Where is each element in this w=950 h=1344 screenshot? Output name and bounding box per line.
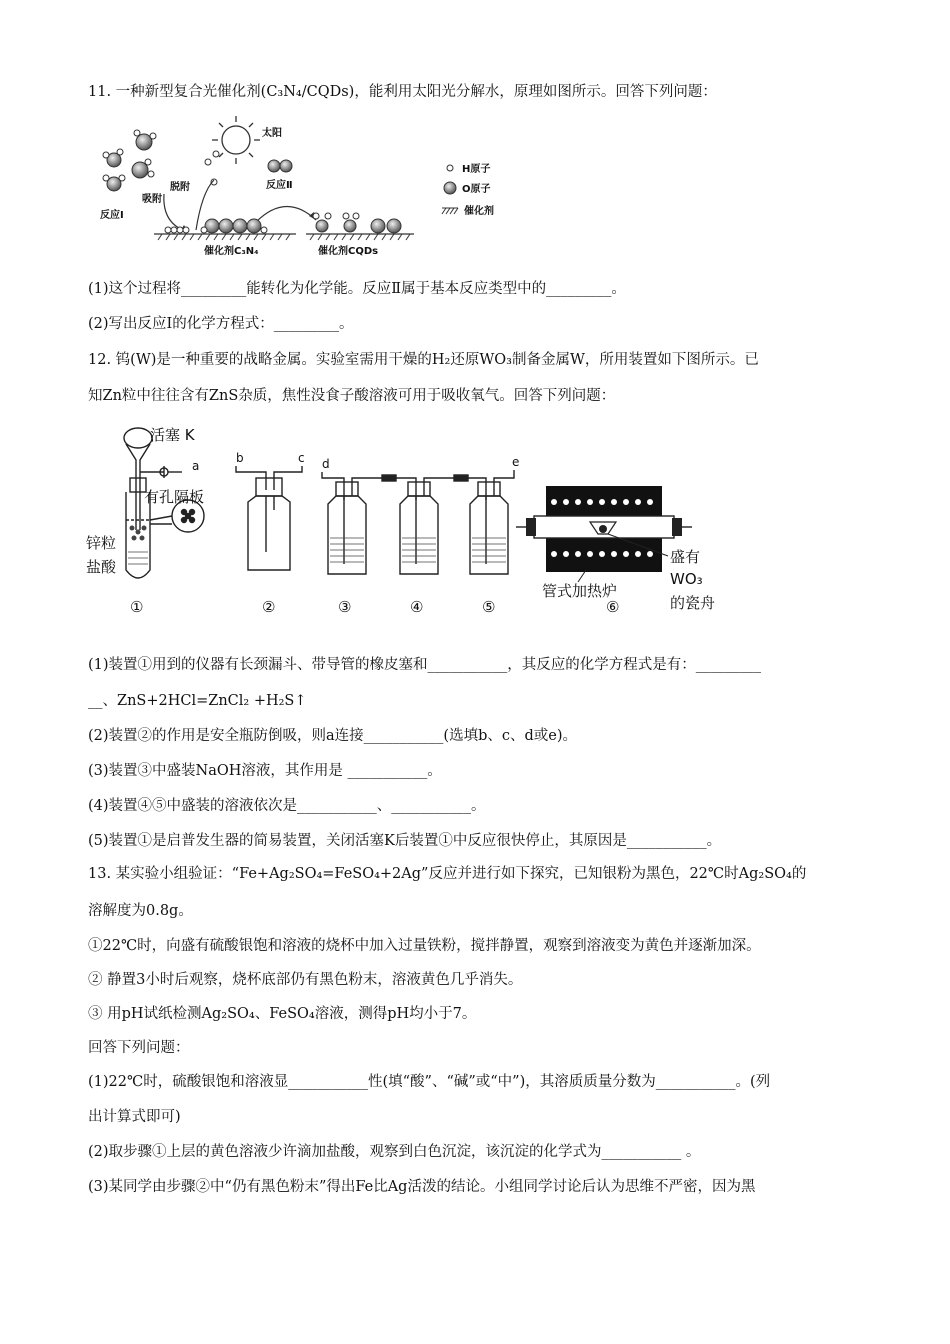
catalyst-cqds-surface-icon xyxy=(306,213,414,240)
desorb-label: 脱附 xyxy=(170,182,190,193)
q13-intro-line1: 13. 某实验小组验证：“Fe+Ag₂SO₄=FeSO₄+2Ag”反应并进行如下探究，已知银粉为黑色，22℃时Ag₂SO₄的 xyxy=(88,866,807,882)
q12-question-4: (4)装置④⑤中盛装的溶液依次是___________、___________。 xyxy=(88,798,486,814)
q13-prompt: 回答下列问题： xyxy=(88,1040,190,1056)
q13-step-2: ② 静置3小时后观察，烧杯底部仍有黑色粉末，溶液黄色几乎消失。 xyxy=(88,972,523,988)
q11-question-1: (1)这个过程将_________能转化为化学能。反应Ⅱ属于基本反应类型中的_________。 xyxy=(88,281,626,297)
apparatus-2-number: ② xyxy=(262,598,276,616)
apparatus-2-safety-bottle-icon xyxy=(236,466,302,570)
label-a: a xyxy=(192,459,200,473)
q13-step-1: ①22℃时，向盛有硫酸银饱和溶液的烧杯中加入过量铁粉，搅拌静置，观察到溶液变为黄色并逐渐加深。 xyxy=(88,938,761,954)
valve-k-label: 活塞 K xyxy=(150,426,195,444)
apparatus-3-wash-bottle-icon xyxy=(322,472,396,574)
q12-intro-line2: 知Zn粒中往往含有ZnS杂质，焦性没食子酸溶液可用于吸收氧气。回答下列问题： xyxy=(88,388,616,404)
sun-icon xyxy=(212,116,260,164)
apparatus-4-number: ④ xyxy=(410,598,424,616)
perforated-plate-label: 有孔隔板 xyxy=(144,488,205,506)
acid-label: 盐酸 xyxy=(86,558,117,576)
q13-step-3: ③ 用pH试纸检测Ag₂SO₄、FeSO₄溶液，测得pH均小于7。 xyxy=(88,1006,477,1022)
apparatus-5-number: ⑤ xyxy=(482,598,496,616)
q11-photocatalysis-figure xyxy=(96,112,496,262)
apparatus-3-number: ③ xyxy=(338,598,352,616)
apparatus-4-wash-bottle-icon xyxy=(396,475,468,574)
water-molecules-icon xyxy=(103,130,219,191)
q11-intro: 11. 一种新型复合光催化剂(C₃N₄/CQDs)，能利用太阳光分解水，原理如图所示。回答下列问题： xyxy=(88,84,717,100)
q12-question-1-line1: (1)装置①用到的仪器有长颈漏斗、带导管的橡皮塞和___________，其反应的化学方程式是有：_________ xyxy=(88,657,762,673)
legend xyxy=(442,162,494,217)
wo3-label-3: 的瓷舟 xyxy=(670,594,716,612)
label-e: e xyxy=(512,455,520,469)
apparatus-6-number: ⑥ xyxy=(606,598,620,616)
legend-o-label: O原子 xyxy=(462,184,491,195)
label-c: c xyxy=(298,451,305,465)
q11-question-2: (2)写出反应Ⅰ的化学方程式：_________。 xyxy=(88,316,354,332)
q12-question-5: (5)装置①是启普发生器的简易装置，关闭活塞K后装置①中反应很快停止，其原因是___________。 xyxy=(88,833,722,849)
apparatus-1-number: ① xyxy=(130,598,144,616)
wo3-label-2: WO₃ xyxy=(670,570,703,588)
catalyst2-label: 催化剂CQDs xyxy=(318,246,379,257)
label-d: d xyxy=(322,457,330,471)
label-b: b xyxy=(236,451,244,465)
q12-question-1-line2: __、ZnS+2HCl=ZnCl₂ +H₂S↑ xyxy=(88,693,307,709)
q13-intro-line2: 溶解度为0.8g。 xyxy=(88,903,193,919)
wo3-label-1: 盛有 xyxy=(670,548,701,566)
apparatus-5-wash-bottle-icon xyxy=(468,470,514,574)
q13-question-2: (2)取步骤①上层的黄色溶液少许滴加盐酸，观察到白色沉淀，该沉淀的化学式为___________ 。 xyxy=(88,1144,701,1160)
reaction1-label: 反应Ⅰ xyxy=(100,210,124,221)
q13-question-1-line2: 出计算式即可) xyxy=(88,1109,181,1125)
q13-question-3: (3)某同学由步骤②中“仍有黑色粉末”得出Fe比Ag活泼的结论。小组同学讨论后认为思维不严密，因为黑 xyxy=(88,1179,756,1195)
legend-h-label: H原子 xyxy=(462,164,491,175)
adsorb-label: 吸附 xyxy=(142,194,162,205)
apparatus-6-tube-furnace-icon xyxy=(516,486,692,582)
furnace-label: 管式加热炉 xyxy=(542,582,618,600)
catalyst-c3n4-surface-icon xyxy=(154,219,296,240)
q13-question-1-line1: (1)22℃时，硫酸银饱和溶液显___________性(填“酸”、“碱”或“中”)，其溶质质量分数为___________。(列 xyxy=(88,1074,771,1090)
q12-apparatus-figure xyxy=(86,420,766,620)
q12-intro-line1: 12. 钨(W)是一种重要的战略金属。实验室需用干燥的H₂还原WO₃制备金属W，所用装置如下图所示。已 xyxy=(88,352,759,368)
catalyst1-label: 催化剂C₃N₄ xyxy=(204,246,259,257)
zinc-label: 锌粒 xyxy=(86,534,117,552)
sun-label: 太阳 xyxy=(262,128,282,139)
legend-catalyst-label: 催化剂 xyxy=(464,206,494,217)
q12-question-3: (3)装置③中盛装NaOH溶液，其作用是 ___________。 xyxy=(88,763,442,779)
zinc-granules-icon xyxy=(130,526,147,541)
q12-question-2: (2)装置②的作用是安全瓶防倒吸，则a连接___________(选填b、c、d或e)。 xyxy=(88,728,578,744)
reaction2-label: 反应Ⅱ xyxy=(266,180,293,191)
